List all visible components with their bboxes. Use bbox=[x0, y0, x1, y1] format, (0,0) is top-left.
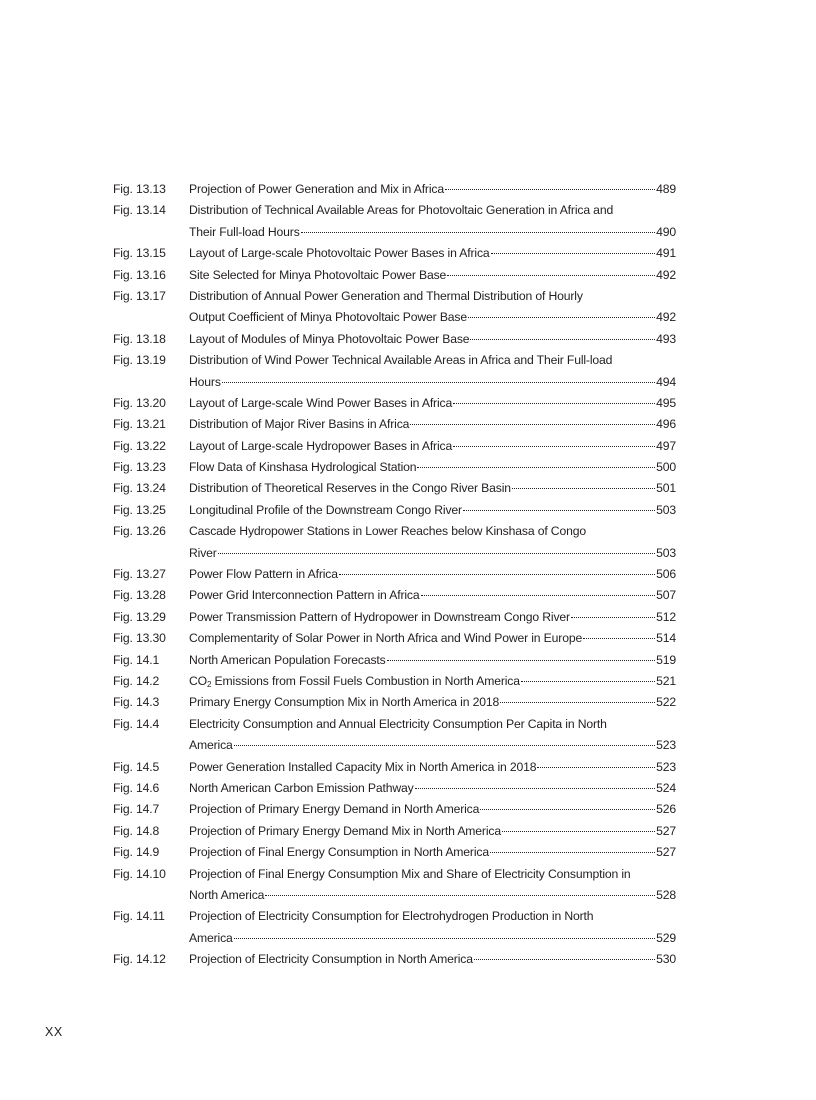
figure-title: Complementarity of Solar Power in North Africa and Wind Power in Europe bbox=[189, 631, 583, 646]
toc-entry-line bbox=[113, 350, 676, 371]
figure-number: Fig. 14.5 bbox=[113, 759, 160, 774]
figure-title-wrap bbox=[189, 457, 676, 478]
toc-entry-line bbox=[113, 414, 676, 435]
figure-title-wrap bbox=[189, 585, 676, 606]
figure-number: Fig. 13.27 bbox=[113, 567, 166, 582]
figure-title: Site Selected for Minya Photovoltaic Power Base bbox=[189, 267, 447, 282]
dot-leader bbox=[521, 681, 655, 682]
toc-entry-line bbox=[113, 372, 676, 393]
toc-entry[interactable] bbox=[113, 692, 676, 713]
figure-number: Fig. 14.4 bbox=[113, 716, 160, 731]
figure-title: Projection of Power Generation and Mix in Africa bbox=[189, 182, 444, 196]
toc-entry-line bbox=[113, 650, 676, 671]
figure-title: Distribution of Theoretical Reserves in the Congo River Basin bbox=[189, 481, 511, 496]
page-number: 528 bbox=[656, 887, 676, 902]
page-number: 522 bbox=[656, 695, 676, 710]
toc-entry[interactable] bbox=[113, 243, 676, 264]
toc-entry-line bbox=[113, 329, 676, 350]
page-number: 492 bbox=[656, 267, 676, 282]
figure-number: Fig. 14.11 bbox=[113, 909, 165, 924]
figure-title-wrap bbox=[189, 307, 676, 328]
toc-entry[interactable] bbox=[113, 414, 676, 435]
toc-entry-line bbox=[113, 457, 676, 478]
dot-leader bbox=[583, 638, 655, 639]
toc-entry[interactable] bbox=[113, 265, 676, 286]
figure-title: Cascade Hydropower Stations in Lower Reaches below Kinshasa of Congo bbox=[189, 524, 586, 539]
dot-leader bbox=[474, 959, 655, 960]
figure-title-wrap bbox=[189, 735, 676, 756]
figure-title-wrap bbox=[189, 500, 676, 521]
figure-title: Power Flow Pattern in Africa bbox=[189, 567, 338, 582]
dot-leader bbox=[410, 424, 655, 425]
toc-entry-line bbox=[113, 585, 676, 606]
figure-number: Fig. 14.10 bbox=[113, 866, 166, 881]
figure-title-wrap bbox=[189, 350, 676, 371]
figure-title-wrap bbox=[189, 842, 676, 863]
list-of-figures bbox=[113, 179, 676, 970]
figure-number: Fig. 13.28 bbox=[113, 588, 166, 603]
toc-entry[interactable] bbox=[113, 714, 676, 757]
figure-title: Primary Energy Consumption Mix in North America in 2018 bbox=[189, 695, 500, 710]
page-number: 523 bbox=[656, 738, 676, 753]
page-number: 500 bbox=[656, 460, 676, 475]
page-number: 524 bbox=[656, 780, 676, 795]
figure-title: Distribution of Technical Available Areas for Photovoltaic Generation in Africa and bbox=[189, 203, 614, 218]
toc-entry-line bbox=[113, 265, 676, 286]
figure-number: Fig. 13.17 bbox=[113, 288, 166, 303]
figure-title: Their Full-load Hours bbox=[189, 224, 300, 239]
dot-leader bbox=[387, 660, 655, 661]
page-number: 514 bbox=[656, 631, 676, 646]
figure-number: Fig. 13.16 bbox=[113, 267, 166, 282]
toc-entry[interactable] bbox=[113, 500, 676, 521]
figure-number: Fig. 13.24 bbox=[113, 481, 166, 496]
toc-entry-line bbox=[113, 906, 676, 927]
figure-title: Power Grid Interconnection Pattern in Africa bbox=[189, 588, 420, 603]
toc-entry[interactable] bbox=[113, 821, 676, 842]
figure-title: Electricity Consumption and Annual Electricity Consumption Per Capita in North bbox=[189, 716, 607, 731]
figure-number: Fig. 13.23 bbox=[113, 460, 166, 475]
figure-title-wrap bbox=[189, 714, 676, 735]
figure-title-wrap bbox=[189, 671, 676, 692]
page-number: 519 bbox=[656, 652, 676, 667]
toc-entry[interactable] bbox=[113, 757, 676, 778]
figure-title-wrap bbox=[189, 799, 676, 820]
figure-title-wrap bbox=[189, 286, 676, 307]
figure-title: North American Population Forecasts bbox=[189, 652, 386, 667]
page-number: 493 bbox=[656, 331, 676, 346]
figure-title-wrap bbox=[189, 650, 676, 671]
toc-entry[interactable] bbox=[113, 906, 676, 949]
dot-leader bbox=[480, 809, 655, 810]
figure-number: Fig. 14.3 bbox=[113, 695, 160, 710]
toc-entry-line bbox=[113, 286, 676, 307]
toc-entry-line bbox=[113, 243, 676, 264]
figure-title: Projection of Primary Energy Demand Mix in North America bbox=[189, 823, 501, 838]
page-number: 496 bbox=[656, 417, 676, 432]
toc-entry[interactable] bbox=[113, 778, 676, 799]
dot-leader bbox=[490, 852, 655, 853]
toc-entry-line bbox=[113, 393, 676, 414]
dot-leader bbox=[445, 189, 655, 190]
dot-leader bbox=[453, 446, 655, 447]
figure-title-wrap bbox=[189, 778, 676, 799]
toc-entry-line bbox=[113, 864, 676, 885]
figure-number: Fig. 13.20 bbox=[113, 395, 166, 410]
figure-number: Fig. 13.13 bbox=[113, 182, 166, 196]
toc-entry[interactable] bbox=[113, 350, 676, 393]
toc-entry[interactable] bbox=[113, 949, 676, 970]
figure-title: Layout of Large-scale Wind Power Bases in Africa bbox=[189, 395, 453, 410]
toc-entry-line bbox=[113, 821, 676, 842]
figure-title: $CO_2$ Emissions from Fossil Fuels Combustion in North America bbox=[189, 673, 520, 689]
page-number: 497 bbox=[656, 438, 676, 453]
dot-leader bbox=[234, 938, 655, 939]
figure-title-wrap bbox=[189, 906, 676, 927]
toc-entry[interactable] bbox=[113, 671, 676, 692]
dot-leader bbox=[301, 232, 655, 233]
figure-title-wrap bbox=[189, 821, 676, 842]
dot-leader bbox=[491, 253, 656, 254]
figure-title: Hours bbox=[189, 374, 221, 389]
figure-title: America bbox=[189, 930, 233, 945]
figure-number: Fig. 13.15 bbox=[113, 246, 166, 261]
toc-entry[interactable] bbox=[113, 478, 676, 499]
figure-title-wrap bbox=[189, 372, 676, 393]
figure-title-wrap bbox=[189, 222, 676, 243]
figure-title: Projection of Primary Energy Demand in North America bbox=[189, 802, 480, 817]
page-number: 507 bbox=[656, 588, 676, 603]
page-number: 491 bbox=[656, 246, 676, 261]
toc-entry[interactable] bbox=[113, 329, 676, 350]
page-number: 495 bbox=[656, 395, 676, 410]
figure-number: Fig. 13.26 bbox=[113, 524, 166, 539]
figure-title-wrap bbox=[189, 628, 676, 649]
toc-entry-line bbox=[113, 521, 676, 542]
figure-number: Fig. 14.12 bbox=[113, 952, 166, 967]
figure-number: Fig. 13.18 bbox=[113, 331, 166, 346]
page-number: 492 bbox=[656, 310, 676, 325]
toc-entry-line bbox=[113, 949, 676, 970]
dot-leader bbox=[500, 702, 655, 703]
figure-number: Fig. 14.2 bbox=[113, 673, 160, 688]
figure-title-wrap bbox=[189, 393, 676, 414]
dot-leader bbox=[218, 553, 655, 554]
figure-title: America bbox=[189, 738, 233, 753]
toc-entry-line bbox=[113, 885, 676, 906]
toc-entry[interactable] bbox=[113, 842, 676, 863]
dot-leader bbox=[571, 617, 655, 618]
toc-entry-line bbox=[113, 842, 676, 863]
figure-title-wrap bbox=[189, 949, 676, 970]
figure-title: Layout of Large-scale Hydropower Bases in Africa bbox=[189, 438, 453, 453]
figure-title: Distribution of Major River Basins in Africa bbox=[189, 417, 410, 432]
figure-title: Longitudinal Profile of the Downstream Congo River bbox=[189, 502, 462, 517]
toc-entry[interactable] bbox=[113, 628, 676, 649]
dot-leader bbox=[537, 767, 655, 768]
figure-title-wrap bbox=[189, 543, 676, 564]
figure-title: Power Generation Installed Capacity Mix in North America in 2018 bbox=[189, 759, 537, 774]
dot-leader bbox=[453, 403, 655, 404]
dot-leader bbox=[415, 788, 656, 789]
figure-title: River bbox=[189, 545, 217, 560]
dot-leader bbox=[470, 339, 655, 340]
figure-number: Fig. 14.8 bbox=[113, 823, 160, 838]
toc-entry-line bbox=[113, 757, 676, 778]
figure-title: Layout of Modules of Minya Photovoltaic Power Base bbox=[189, 331, 470, 346]
toc-entry[interactable] bbox=[113, 650, 676, 671]
figure-number: Fig. 13.29 bbox=[113, 609, 166, 624]
figure-title-wrap bbox=[189, 607, 676, 628]
toc-entry-line bbox=[113, 607, 676, 628]
dot-leader bbox=[512, 488, 655, 489]
figure-number: Fig. 13.21 bbox=[113, 417, 166, 432]
toc-entry[interactable] bbox=[113, 286, 676, 329]
figure-title-wrap bbox=[189, 757, 676, 778]
toc-entry[interactable] bbox=[113, 799, 676, 820]
toc-entry-line bbox=[113, 735, 676, 756]
page-number: 523 bbox=[656, 759, 676, 774]
toc-entry[interactable] bbox=[113, 200, 676, 243]
figure-number: Fig. 13.25 bbox=[113, 502, 166, 517]
page-number: 526 bbox=[656, 802, 676, 817]
page-number: 530 bbox=[656, 952, 676, 967]
dot-leader bbox=[265, 895, 655, 896]
dot-leader bbox=[502, 831, 655, 832]
page-number: 490 bbox=[656, 224, 676, 239]
toc-entry[interactable] bbox=[113, 393, 676, 414]
figure-title-wrap bbox=[189, 864, 676, 885]
figure-number: Fig. 13.22 bbox=[113, 438, 166, 453]
figure-title: Flow Data of Kinshasa Hydrological Station bbox=[189, 460, 417, 475]
toc-entry-line bbox=[113, 500, 676, 521]
dot-leader bbox=[447, 275, 655, 276]
figure-title: Projection of Final Energy Consumption in North America bbox=[189, 845, 489, 860]
figure-title: Layout of Large-scale Photovoltaic Power Bases in Africa bbox=[189, 246, 490, 261]
toc-entry-line bbox=[113, 307, 676, 328]
figure-title: Projection of Electricity Consumption for Electrohydrogen Production in North bbox=[189, 909, 594, 924]
figure-title-wrap bbox=[189, 564, 676, 585]
figure-title-wrap bbox=[189, 414, 676, 435]
dot-leader bbox=[468, 317, 655, 318]
figure-title-wrap bbox=[189, 478, 676, 499]
figure-title: North America bbox=[189, 887, 265, 902]
toc-entry-line bbox=[113, 200, 676, 221]
figure-number: Fig. 14.1 bbox=[113, 652, 160, 667]
toc-entry-line bbox=[113, 628, 676, 649]
toc-entry[interactable] bbox=[113, 521, 676, 564]
figure-title: Distribution of Annual Power Generation and Thermal Distribution of Hourly bbox=[189, 288, 583, 303]
page-number: 521 bbox=[656, 673, 676, 688]
page-number: 503 bbox=[656, 502, 676, 517]
figure-title-wrap bbox=[189, 329, 676, 350]
toc-entry-line bbox=[113, 436, 676, 457]
figure-number: Fig. 14.9 bbox=[113, 845, 160, 860]
toc-entry[interactable] bbox=[113, 585, 676, 606]
figure-title: Distribution of Wind Power Technical Available Areas in Africa and Their Full-load bbox=[189, 353, 613, 368]
toc-entry[interactable] bbox=[113, 607, 676, 628]
figure-title-wrap bbox=[189, 243, 676, 264]
toc-entry-line bbox=[113, 179, 676, 200]
toc-entry-line bbox=[113, 778, 676, 799]
figure-title-wrap bbox=[189, 200, 676, 221]
page-number: 501 bbox=[656, 481, 676, 496]
figure-number: Fig. 13.14 bbox=[113, 203, 166, 218]
figure-title-wrap bbox=[189, 436, 676, 457]
figure-title-wrap bbox=[189, 885, 676, 906]
toc-entry-line bbox=[113, 478, 676, 499]
toc-entry[interactable] bbox=[113, 436, 676, 457]
toc-entry-line bbox=[113, 222, 676, 243]
subscript: 2 bbox=[206, 679, 212, 689]
toc-entry-line bbox=[113, 564, 676, 585]
figure-title: Projection of Final Energy Consumption Mix and Share of Electricity Consumption in bbox=[189, 866, 631, 881]
page-number: 489 bbox=[656, 182, 676, 196]
figure-title: North American Carbon Emission Pathway bbox=[189, 780, 414, 795]
figure-title-wrap bbox=[189, 179, 676, 200]
dot-leader bbox=[234, 745, 655, 746]
figure-number: Fig. 13.30 bbox=[113, 631, 166, 646]
page-number: 527 bbox=[656, 823, 676, 838]
figure-number: Fig. 13.19 bbox=[113, 353, 166, 368]
toc-entry[interactable] bbox=[113, 864, 676, 907]
dot-leader bbox=[463, 510, 655, 511]
page-number: 529 bbox=[656, 930, 676, 945]
page-number: 527 bbox=[656, 845, 676, 860]
toc-entry[interactable] bbox=[113, 457, 676, 478]
figure-number: Fig. 14.6 bbox=[113, 780, 160, 795]
figure-title-wrap bbox=[189, 521, 676, 542]
figure-title: Projection of Electricity Consumption in North America bbox=[189, 952, 473, 967]
page-number: 506 bbox=[656, 567, 676, 582]
dot-leader bbox=[417, 467, 655, 468]
toc-entry-line bbox=[113, 799, 676, 820]
dot-leader bbox=[421, 595, 656, 596]
toc-entry-line bbox=[113, 543, 676, 564]
figure-title: Output Coefficient of Minya Photovoltaic Power Base bbox=[189, 310, 468, 325]
figure-title: Power Transmission Pattern of Hydropower in Downstream Congo River bbox=[189, 609, 570, 624]
figure-number: Fig. 14.7 bbox=[113, 802, 160, 817]
figure-title-wrap bbox=[189, 265, 676, 286]
dot-leader bbox=[339, 574, 655, 575]
toc-entry[interactable] bbox=[113, 564, 676, 585]
page-number: 503 bbox=[656, 545, 676, 560]
figure-title-wrap bbox=[189, 692, 676, 713]
toc-entry[interactable] bbox=[113, 179, 676, 200]
dot-leader bbox=[222, 382, 655, 383]
page-number: 494 bbox=[656, 374, 676, 389]
page-number: 512 bbox=[656, 609, 676, 624]
toc-entry-line bbox=[113, 928, 676, 949]
toc-entry-line bbox=[113, 692, 676, 713]
toc-entry-line bbox=[113, 714, 676, 735]
page-number-folio: XX bbox=[45, 1025, 63, 1039]
toc-entry-line bbox=[113, 671, 676, 692]
figure-title-wrap bbox=[189, 928, 676, 949]
